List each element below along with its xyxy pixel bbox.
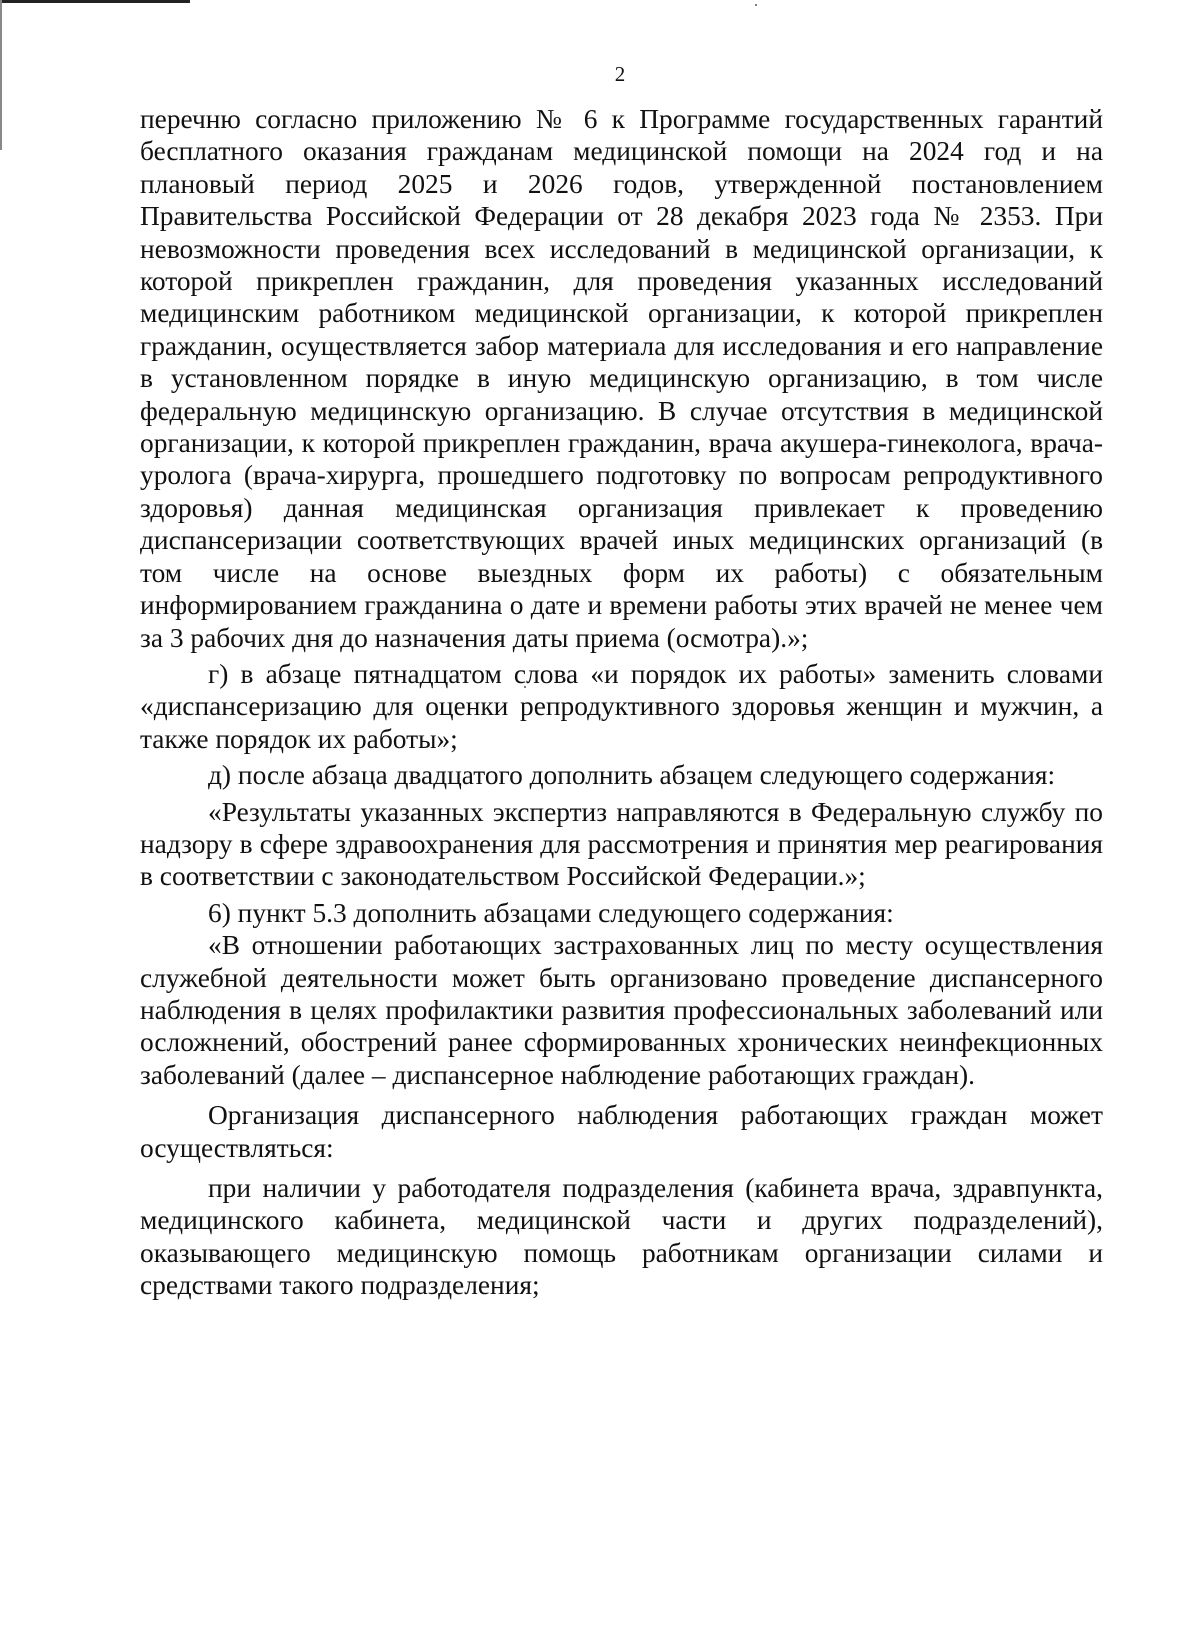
- scan-speck: [755, 4, 757, 6]
- paragraph-organization: Организация диспансерного наблюдения работающих граждан может осуществляться:: [140, 1100, 1103, 1163]
- paragraph-item-g: г) в абзаце пятнадцатом слова «и порядок их работы» заменить словами «диспансеризацию для оценки репродуктивного здоровья женщин и мужчин, а также порядок их работы»;: [140, 658, 1103, 754]
- paragraph-continuation: перечню согласно приложению № 6 к Программе государственных гарантий бесплатного оказания гражданам медицинской помощи на 2024 год и на плановый период 2025 и 2026 годов, утвержденной постановлением Правительства Российской Федерации от 28 декабря 2023 года № 2353. При невозможности проведения всех исследований в медицинской организации, к которой прикреплен гражданин, для проведения указанных исследований медицинским работником медицинской организации, к которой прикреплен гражданин, осуществляется забор материала для исследования и его направление в установленном порядке в иную медицинскую организацию, в том числе федеральную медицинскую организацию. В случае отсутствия в медицинской организации, к которой прикреплен гражданин, врача акушера-гинеколога, врача-уролога (врача-хирурга, прошедшего подготовку по вопросам репродуктивного здоровья) данная медицинская организация привлекает к проведению диспансеризации соответствующих врачей иных медицинских организаций (в том числе на основе выездных форм их работы) с обязательным информированием гражданина о дате и времени работы этих врачей не менее чем за 3 рабочих дня до назначения даты приема (осмотра).»;: [140, 104, 1103, 653]
- scan-edge-mark-top: [0, 0, 190, 3]
- paragraph-employer-unit: при наличии у работодателя подразделения (кабинета врача, здравпункта, медицинского кабинета, медицинской части и других подразделений), оказывающего медицинскую помощь работникам организации силами и средствами такого подразделения;: [140, 1173, 1103, 1301]
- page-number: 2: [614, 62, 626, 86]
- paragraph-quote-dispensary: «В отношении работающих застрахованных лиц по месту осуществления служебной деятельности может быть организовано проведение диспансерного наблюдения в целях профилактики развития профессиональных заболеваний или осложнений, обострений ранее сформированных хронических неинфекционных заболеваний (далее – диспансерное наблюдение работающих граждан).: [140, 930, 1103, 1090]
- paragraph-item-d: д) после абзаца двадцатого дополнить абзацем следующего содержания:: [208, 760, 1056, 791]
- paragraph-item-6: 6) пункт 5.3 дополнить абзацами следующего содержания:: [208, 897, 894, 928]
- paragraph-quote-expertise: «Результаты указанных экспертиз направляются в Федеральную службу по надзору в сфере здравоохранения для рассмотрения и принятия мер реагирования в соответствии с законодательством Российской Федерации.»;: [140, 796, 1103, 892]
- document-body: [140, 103, 1103, 1302]
